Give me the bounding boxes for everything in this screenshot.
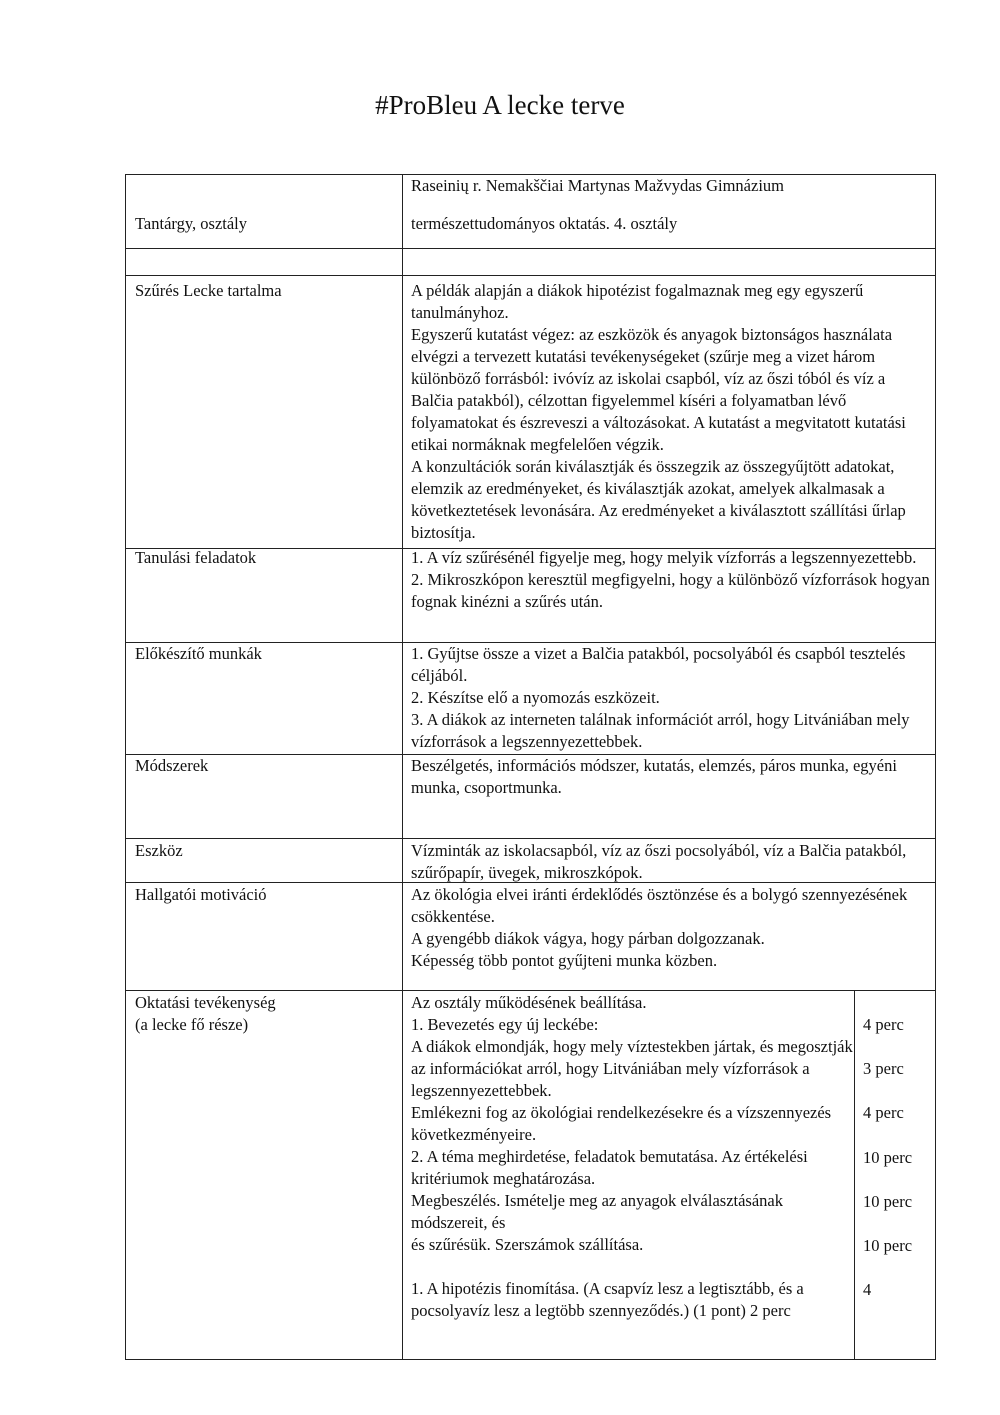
methods-value: Beszélgetés, információs módszer, kutatás, elemzés, páros munka, egyéni munka, csoportmunka. <box>411 756 897 797</box>
duration-item: 10 perc <box>863 1148 913 1167</box>
activity-value: Az osztály működésének beállítása. 1. Bevezetés egy új leckébe: A diákok elmondják, hogy mely víztestekben jártak, és megosztják az információkat arról, hogy Litvániában mely vízforrások a legszennyezettebbek. Emlékezni fog az ökológiai rendelkezésekre és a vízszennyezés következményeire. 2. A téma meghirdetése, feladatok bemutatása. Az értékelési kritériumok meghatározása. Megbeszélés. Ismételje meg az anyagok elválasztásának módszereit, és és szűrésük. Szerszámok szállítása. 1. A hipotézis finomítása. (A csapvíz lesz a legtisztább, és a pocsolyavíz lesz a legtöbb szennyeződés.) (1 pont) 2 perc <box>411 993 853 1320</box>
tasks-label: Tanulási feladatok <box>135 548 257 567</box>
duration-item: 4 <box>863 1280 872 1299</box>
prep-value: 1. Gyűjtse össze a vizet a Balčia patakból, pocsolyából és csapból tesztelés céljából. 2. Készítse elő a nyomozás eszközeit. 3. A diákok az interneten találnak információt arról, hogy Litvániában mely vízforrások a legszennyezettebbek. <box>411 644 910 751</box>
duration-item: 10 perc <box>863 1192 913 1211</box>
tools-label: Eszköz <box>135 841 183 860</box>
subject-label: Tantárgy, osztály <box>135 214 248 233</box>
activity-label: Oktatási tevékenység (a lecke fő része) <box>135 993 276 1034</box>
prep-label: Előkészítő munkák <box>135 644 262 663</box>
row-divider <box>126 275 935 276</box>
column-divider <box>402 175 403 1360</box>
duration-item: 3 perc <box>863 1059 904 1078</box>
page-title: #ProBleu A lecke terve <box>375 90 625 120</box>
row-divider <box>126 248 935 249</box>
duration-item: 4 perc <box>863 1103 904 1122</box>
duration-item: 10 perc <box>863 1236 913 1255</box>
motivation-value: Az ökológia elvei iránti érdeklődés ösztönzése és a bolygó szennyezésének csökkentése. A gyengébb diákok vágya, hogy párban dolgozzanak. Képesség több pontot gyűjteni munka közben. <box>411 885 908 970</box>
duration-item: 4 perc <box>863 1015 904 1034</box>
tasks-value: 1. A víz szűrésénél figyelje meg, hogy melyik vízforrás a legszennyezettebb. 2. Mikroszkópon keresztül megfigyelni, hogy a különböző vízforrások hogyan fognak kinézni a szűrés után. <box>411 548 930 611</box>
methods-label: Módszerek <box>135 756 209 775</box>
content-label: Szűrés Lecke tartalma <box>135 281 282 300</box>
tools-value: Vízminták az iskolacsapból, víz az őszi pocsolyából, víz a Balčia patakból, szűrőpapír, üvegek, mikroszkópok. <box>411 841 907 882</box>
row-divider <box>126 990 935 991</box>
subject-value: természettudományos oktatás. 4. osztály <box>411 214 678 233</box>
row-divider <box>126 838 935 839</box>
lesson-plan-table <box>125 174 936 1360</box>
content-value: A példák alapján a diákok hipotézist fogalmaznak meg egy egyszerű tanulmányhoz. Egyszerű kutatást végez: az eszközök és anyagok biztonságos használata elvégzi a tervezett kutatási tevékenységeket (szűrje meg a vizet három különböző forrásból: ivóvíz az iskolai csapból, víz az őszi tóból és víz a Balčia patakból), célzottan figyelemmel kíséri a folyamatban lévő folyamatokat és észreveszi a változásokat. A kutatást a megvitatott kutatási etikai normáknak megfelelően végzik. A konzultációk során kiválasztják és összegzik az összegyűjtött adatokat, elemzik az eredményeket, és kiválasztják azokat, amelyek alkalmasak a következtetések levonására. Az eredményeket a kiválasztott szállítási űrlap biztosítja. <box>411 281 906 542</box>
school-name: Raseinių r. Nemakščiai Martynas Mažvydas Gimnázium <box>411 176 784 195</box>
motivation-label: Hallgatói motiváció <box>135 885 267 904</box>
